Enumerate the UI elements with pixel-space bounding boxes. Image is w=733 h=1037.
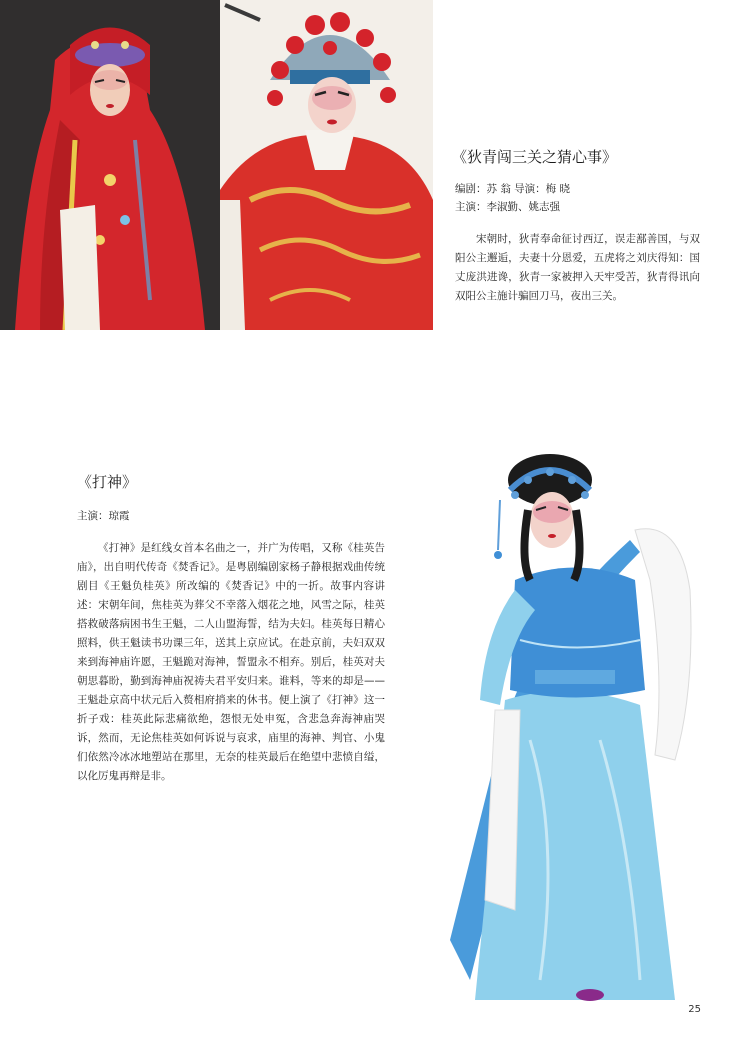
photo-actor-red-robe (220, 0, 433, 330)
section2-cast: 主演：琼霞 (77, 510, 130, 522)
photo-actress-red-cape (0, 0, 220, 330)
section1-title: 《狄青闯三关之猜心事》 (452, 148, 618, 166)
section2-synopsis: 《打神》是红线女首本名曲之一，并广为传唱，又称《桂英告庙》，出自明代传奇《焚香记》。是粤剧编剧家杨子静根据戏曲传统剧目《王魁负桂英》所改编的《焚香记》中的一折。故事内容讲述：宋朝年间，焦桂英为葬父不幸落入烟花之地，风雪之际，桂英搭救破落病困书生王魁，二人山盟海誓，结为夫妇。桂英每日精心照料，供王魁读书功课三年，送其上京应试。在赴京前，夫妇双双来到海神庙许愿，王魁跪对海神，誓盟永不相弃。别后，桂英对夫朝思暮盼，勤到海神庙祝祷夫君平安归来。谁料，等来的却是——王魁赴京高中状元后入赘相府捎来的休书。便上演了《打神》这一折子戏：桂英此际悲痛欲绝，怨恨无处申冤，含悲急奔海神庙哭诉，然而，无论焦桂英如何诉说与哀求，庙里的海神、判官、小鬼们依然冷冰冰地塑站在那里，无奈的桂英最后在绝望中悲愤自缢，以化厉鬼再辩是非。 (77, 542, 385, 782)
section1-synopsis: 宋朝时，狄青奉命征讨西辽，误走鄯善国，与双阳公主邂逅，夫妻十分恩爱，五虎将之刘庆得知：国丈庞洪进谗，狄青一家被押入天牢受苦，狄青得讯向双阳公主施计骗回刀马，夜出三关。 (455, 233, 700, 302)
section1-cast: 主演：李淑勤、姚志强 (455, 201, 560, 213)
photo-actress-blue-costume (440, 440, 710, 1015)
section2-title: 《打神》 (77, 473, 138, 491)
section1-writer-director: 编剧：苏 翁 导演：梅 晓 (455, 183, 571, 195)
page-number: 25 (688, 1004, 701, 1015)
